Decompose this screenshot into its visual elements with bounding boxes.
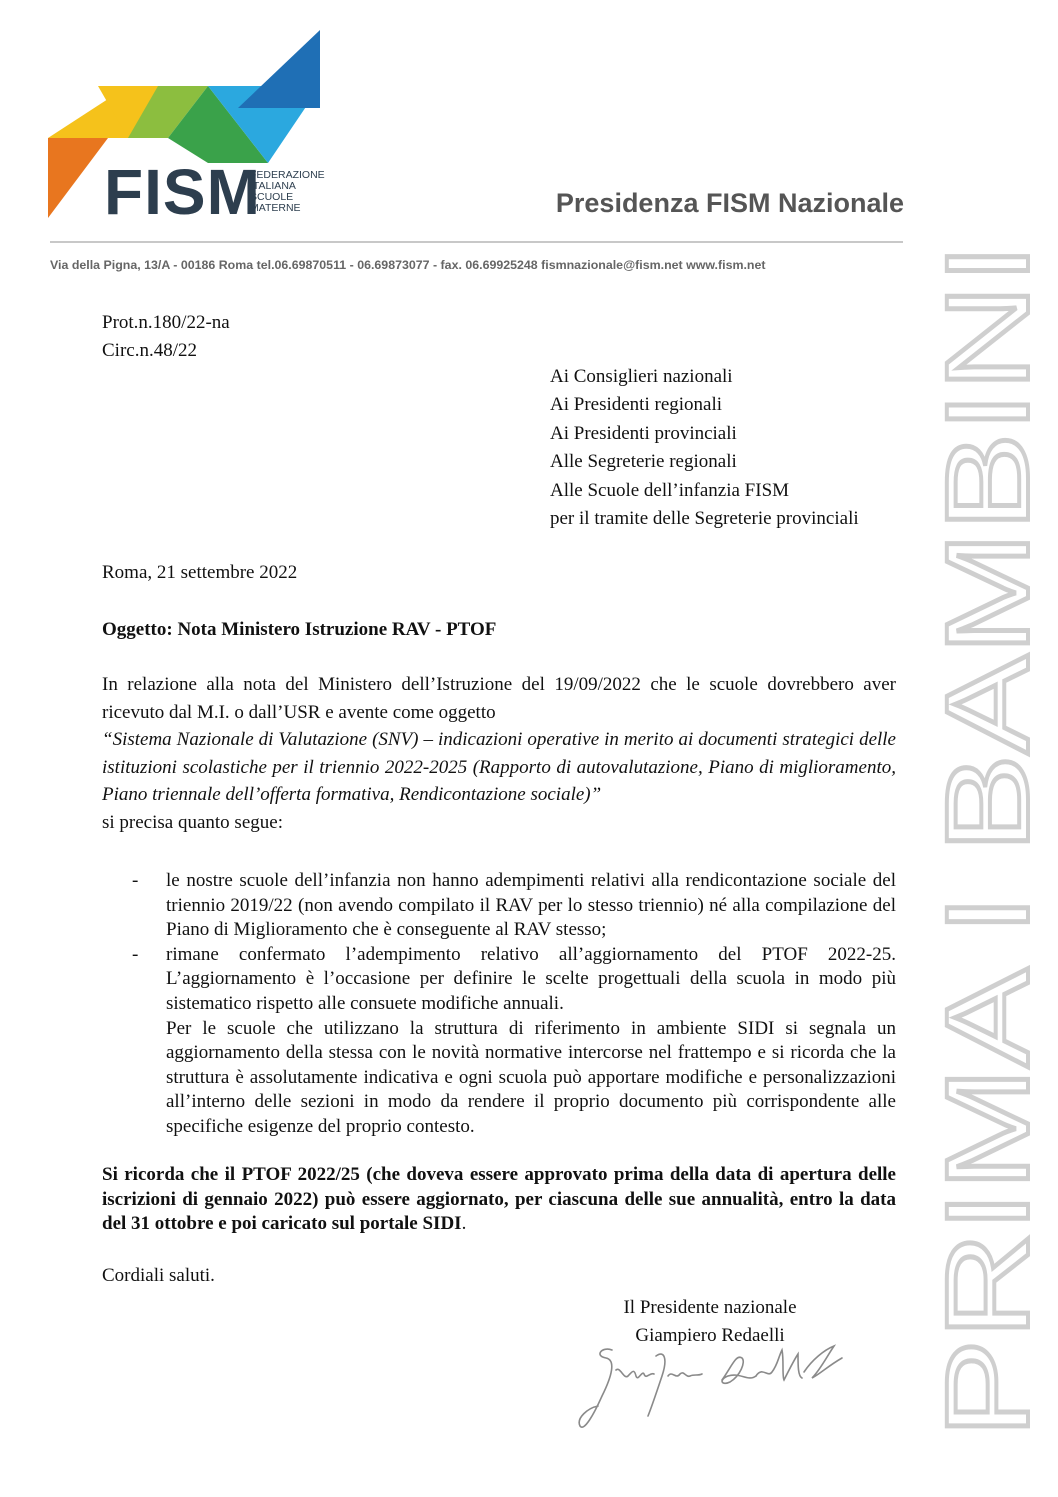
bullet-dash: - [132, 943, 139, 965]
signer-role: Il Presidente nazionale [623, 1297, 797, 1318]
handwritten-signature-icon [572, 1336, 872, 1436]
bold-reminder [102, 1163, 896, 1237]
protocol-number: Prot.n.180/22-na [102, 312, 230, 333]
intro-end: si precisa quanto segue: [102, 811, 283, 833]
bullet-list [132, 869, 896, 1140]
logo-wordmark: FISM [104, 156, 261, 228]
bullet-text [166, 943, 896, 1140]
letter-subject: Oggetto: Nota Ministero Istruzione RAV - PTOF [102, 619, 497, 640]
quoted-note-title: “Sistema Nazionale di Valutazione (SNV) – indicazioni operative in merito ai documenti strategici delle istituzioni scolastiche per il triennio 2022-2025 (Rapporto di autovalutazione, Piano di miglioramento, Piano triennale dell’offerta formativa, Rendicontazione sociale)” [102, 729, 896, 805]
bullet-text: le nostre scuole dell’infanzia non hanno adempimenti relativi alla rendicontazione sociale del triennio 2019/22 (non avendo compilato il RAV per lo stesso triennio) né alla compilazione del Piano di Miglioramento che è conseguente al RAV stesso; [166, 870, 896, 941]
signer-name: Giampiero Redaelli [635, 1325, 785, 1346]
logo-subtitle-line: ITALIANA [250, 180, 296, 192]
logo-subtitle-line: FEDERAZIONE [250, 169, 325, 181]
recipient-line: per il tramite delle Segreterie provinciali [550, 508, 859, 530]
letter-date: Roma, 21 settembre 2022 [102, 562, 298, 583]
bullet-dash: - [132, 870, 139, 891]
bullet-text-part: Per le scuole che utilizzano la struttura di riferimento in ambiente SIDI si segnala un aggiornamento della stessa con le novità normative intercorse nel frattempo e si ricorda che la struttura è assolutamente indicativa e ogni scuola può apportare modifiche e personalizzazioni all’interno delle sezioni in modo da rendere il proprio documento più corrispondente alle specifiche esigenze del proprio contesto. [166, 1017, 896, 1137]
logo-subtitle [250, 170, 325, 214]
bold-reminder-end: . [461, 1213, 467, 1234]
vertical-motto [922, 238, 1054, 1438]
recipients-block [550, 363, 859, 533]
intro-paragraph [102, 671, 896, 836]
list-item [132, 869, 896, 943]
logo-subtitle-line: MATERNE [250, 202, 301, 214]
letterhead-address: Via della Pigna, 13/A - 00186 Roma tel.06.69870511 - 06.69873077 - fax. 06.69925248 fismnazionale@fism.net www.fism.net [50, 258, 766, 272]
recipient-line: Ai Consiglieri nazionali [550, 366, 733, 387]
letterhead-title: Presidenza FISM Nazionale [555, 188, 904, 218]
logo-subtitle-line: SCUOLE [250, 191, 294, 203]
bullet-text-part: rimane confermato l’adempimento relativo all’aggiornamento del PTOF 2022-25. L’aggiornamento è l’occasione per definire le scelte progettuali della scuola in modo più sistematico rispetto alle consuete modifiche annuali. [166, 943, 896, 1014]
vertical-motto-text: PRIMA I BAMBINI [922, 487, 1054, 1438]
greeting: Cordiali saluti. [102, 1265, 215, 1286]
intro-text: In relazione alla nota del Ministero dell’Istruzione del 19/09/2022 che le scuole dovrebbero aver ricevuto dal M.I. o dall’USR e avente come oggetto [102, 674, 896, 723]
recipient-line: Alle Scuole dell’infanzia FISM [550, 479, 790, 501]
recipient-line: Ai Presidenti provinciali [550, 422, 737, 444]
protocol-block [102, 309, 230, 365]
header-divider [50, 241, 903, 243]
bold-reminder-text: Si ricorda che il PTOF 2022/25 (che doveva essere approvato prima della data di apertura delle iscrizioni di gennaio 2022) può essere aggiornato, per ciascuna delle sue annualità, entro la data del 31 ottobre e poi caricato sul portale SIDI [102, 1164, 896, 1234]
list-item [132, 943, 896, 1140]
recipient-line: Ai Presidenti regionali [550, 394, 723, 416]
recipient-line: Alle Segreterie regionali [550, 451, 737, 473]
circular-number: Circ.n.48/22 [102, 340, 197, 361]
